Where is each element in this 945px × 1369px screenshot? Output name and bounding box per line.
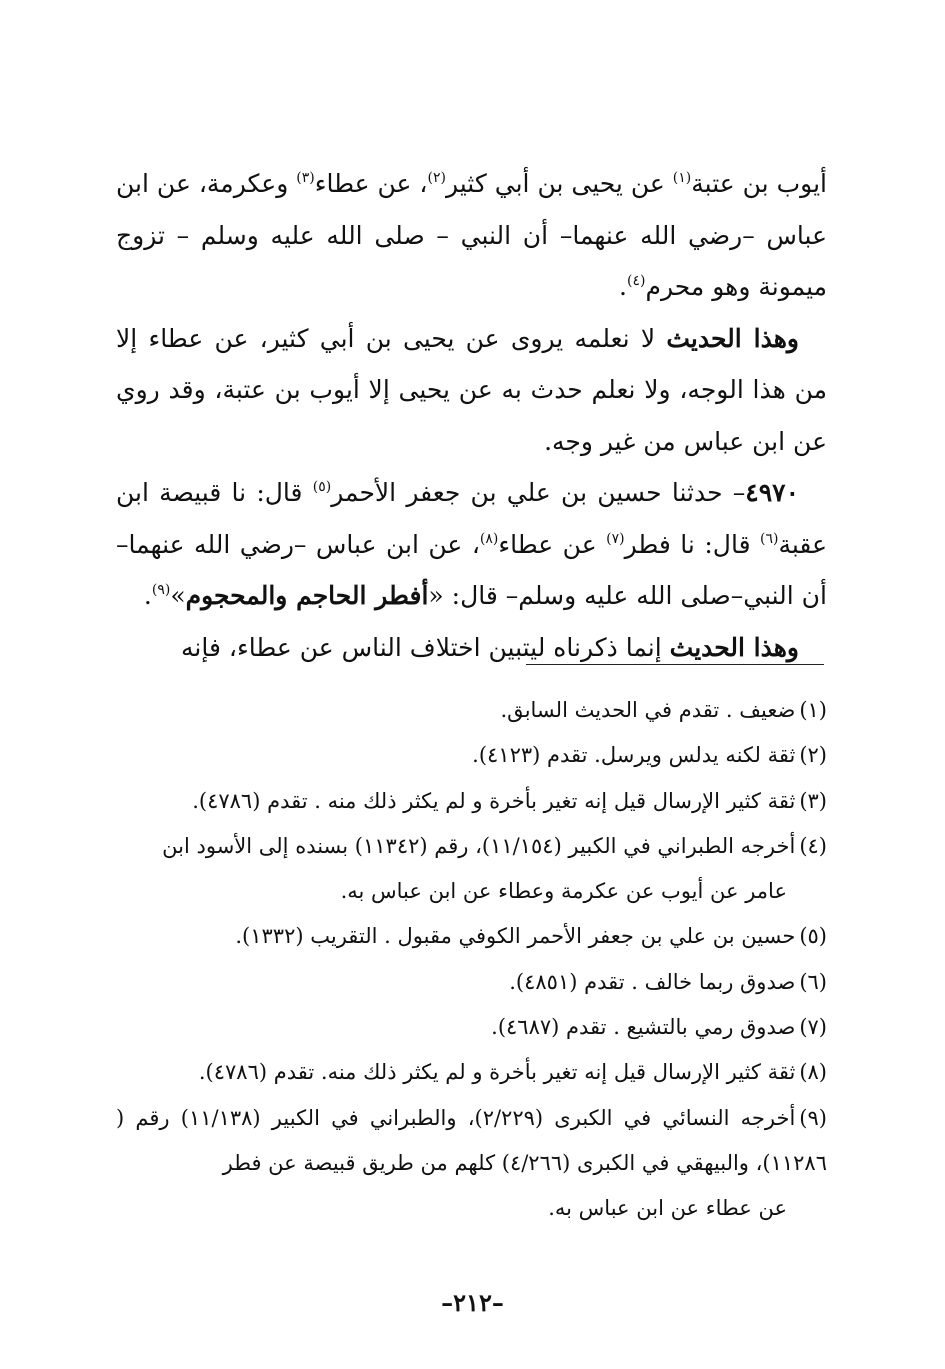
footnote-divider (526, 664, 824, 665)
paragraph-3 (116, 467, 827, 622)
text-span: ، عن ابن عباس –رضي الله عنهما–أن النبي–صلى الله عليه وسلم– قال: « (116, 529, 827, 610)
footnote-ref-6: (٦) (760, 530, 779, 547)
text-span: وعكرمة، عن ابن عباس –رضي الله عنهما– أن النبي – صلى الله عليه وسلم – تزوج ميمونة وهو محرم (116, 169, 827, 301)
footnote-text: صدوق ربما خالف . تقدم (٤٨٥١). (509, 969, 796, 994)
footnote-continuation: عن عطاء عن ابن عباس به. (548, 1196, 787, 1221)
footnote-ref-7: (٧) (606, 530, 625, 547)
footnote (116, 1050, 827, 1095)
text-span: ، عن عطاء (314, 169, 428, 198)
paragraph-2 (116, 313, 827, 468)
footnotes (116, 688, 827, 1232)
paragraph-1 (116, 158, 827, 313)
footnote-marker: (٣) (799, 788, 827, 813)
paragraph-4 (116, 622, 827, 674)
footnote-ref-9: (٩) (151, 582, 171, 598)
page-number: –٢١٢– (441, 1288, 504, 1317)
footnote-text: حسين بن علي بن جعفر الأحمر الكوفي مقبول . التقريب (١٣٣٢). (235, 924, 796, 949)
footnote-ref-5: (٥) (312, 479, 332, 495)
footnote-text: أخرجه الطبراني في الكبير (١١/١٥٤)، رقم (١١٣٤٢) بسنده إلى الأسود ابن (162, 833, 796, 858)
footnote-text: ثقة كثير الإرسال قيل إنه تغير بأخرة و لم يكثر ذلك منه. تقدم (٤٧٨٦). (198, 1060, 796, 1085)
footnote-marker: (٧) (799, 1015, 827, 1040)
hadith-number: ٤٩٧٠ (745, 478, 799, 507)
footnote-marker: (٦) (799, 969, 827, 994)
text-span: . (143, 581, 152, 610)
footnote-text: ثقة كثير الإرسال قيل إنه تغير بأخرة و لم يكثر ذلك منه . تقدم (٤٧٨٦). (192, 788, 796, 813)
footnote-continuation: عامر عن أيوب عن عكرمة وعطاء عن ابن عباس به. (340, 879, 787, 904)
footnote (116, 1096, 827, 1232)
footnote (116, 960, 827, 1005)
text-span: قال: نا قبيصة ابن عقبة (116, 478, 827, 559)
footnote-ref-8: (٨) (479, 530, 499, 547)
text-span: لا نعلمه يروى عن يحيى بن أبي كثير، عن عطاء إلا من هذا الوجه، ولا نعلم حدث به عن يحيى إلا أيوب بن عتبة، وقد روي عن ابن عباس من غير وجه. (116, 323, 827, 456)
footnote-text: أخرجه النسائي في الكبرى (٢/٢٢٩)، والطبراني في الكبير (١١/١٣٨) رقم ( ١١٢٨٦)، والبيهقي في الكبرى (٤/٢٦٦) كلهم من طريق قبيصة عن فطر (116, 1105, 827, 1175)
footnote-marker: (١) (799, 698, 827, 722)
hadith-quote: أفطر الحاجم والمحجوم (185, 581, 429, 610)
footnote (116, 779, 827, 824)
paragraph-lead: وهذا الحديث (666, 323, 799, 353)
text-span: – حدثنا حسين بن علي بن جعفر الأحمر (331, 478, 746, 507)
text-span: إنما ذكرناه ليتبين اختلاف الناس عن عطاء، فإنه (181, 632, 670, 662)
text-span: أيوب بن عتبة (691, 169, 827, 198)
text-span: عن يحيى بن أبي كثير (445, 169, 673, 198)
main-text (116, 158, 827, 673)
footnote-ref-4: (٤) (627, 273, 646, 289)
paragraph-lead: وهذا الحديث (669, 632, 799, 662)
footnote (116, 914, 827, 959)
footnote (116, 688, 827, 733)
footnote-marker: (٩) (799, 1105, 827, 1130)
text-span: » (170, 581, 186, 610)
footnote-text: صدوق رمي بالتشيع . تقدم (٤٦٨٧). (491, 1015, 796, 1040)
text-span: . (619, 272, 627, 301)
footnote-marker: (٨) (799, 1060, 827, 1085)
footnote-text: ثقة لكنه يدلس ويرسل. تقدم (٤١٢٣). (472, 743, 796, 768)
footnote-ref-3: (٣) (296, 170, 315, 186)
footnote (116, 824, 827, 915)
footnote-marker: (٤) (799, 833, 827, 858)
text-span: قال: نا فطر (624, 529, 761, 559)
footnote (116, 1005, 827, 1050)
footnote (116, 733, 827, 778)
footnote-ref-1: (١) (672, 170, 692, 186)
footnote-ref-2: (٢) (427, 170, 446, 186)
text-span: عن عطاء (498, 529, 607, 559)
footnote-marker: (٢) (799, 743, 827, 768)
footnote-text: ضعيف . تقدم في الحديث السابق. (500, 698, 796, 722)
footnote-marker: (٥) (799, 924, 827, 949)
